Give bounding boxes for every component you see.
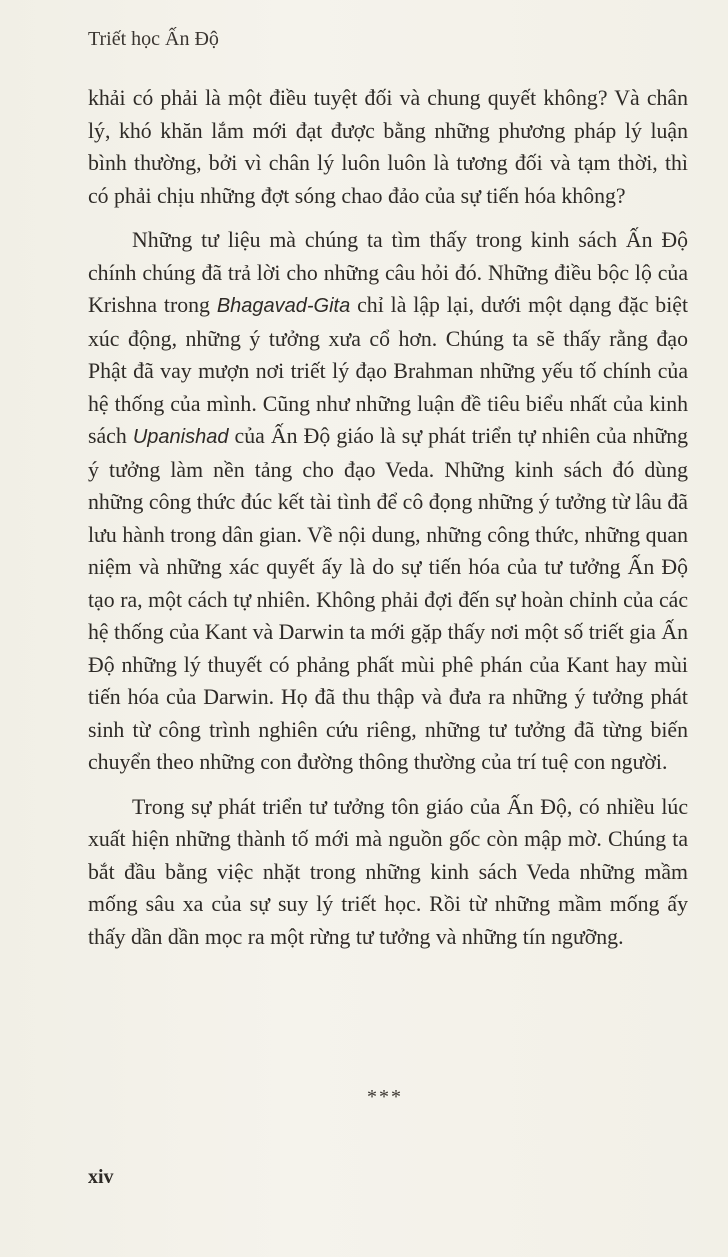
title-bhagavad-gita: Bhagavad-Gita	[216, 295, 351, 317]
paragraph-2-part-3: của Ấn Độ giáo là sự phát triển tự nhiên của những ý tưởng làm nền tảng cho đạo Veda. Những kinh sách đó dùng những công thức đúc kết tài tình để cô đọng những ý tưởng từ lâu đã lưu hành trong dân gian. Về nội dung, những công thức, những quan niệm và những xác quyết ấy là do sự tiến hóa của tư tưởng Ấn Độ tạo ra, một cách tự nhiên. Không phải đợi đến sự hoàn chỉnh của các hệ thống của Kant và Darwin ta mới gặp thấy nơi một số triết gia Ấn Độ những lý thuyết có phảng phất mùi phê phán của Kant hay mùi tiến hóa của Darwin. Họ đã thu thập và đưa ra những ý tưởng phát sinh từ công trình nghiên cứu riêng, những tư tưởng đã từng biến chuyển theo những con đường thông thường của trí tuệ con người.	[88, 424, 688, 774]
body-text	[88, 82, 688, 965]
page-number: xiv	[88, 1166, 114, 1188]
paragraph-1: khải có phải là một điều tuyệt đối và chung quyết không? Và chân lý, khó khăn lắm mới đạt được bằng những phương pháp lý luận bình thường, bởi vì chân lý luôn luôn là tương đối và tạm thời, thì có phải chịu những đợt sóng chao đảo của sự tiến hóa không?	[88, 86, 688, 208]
section-separator: ***	[367, 1086, 403, 1108]
paragraph-2-part-2: chỉ là lập lại, dưới một dạng đặc biệt xúc động, những ý tưởng xưa cổ hơn. Chúng ta sẽ thấy rằng đạo Phật đã vay mượn nơi triết lý đạo Brahman những yếu tố chính của hệ thống của mình. Cũng như những luận đề tiêu biểu nhất của kinh sách	[88, 293, 688, 448]
paragraph-2-part-1: Những tư liệu mà chúng ta tìm thấy trong kinh sách Ấn Độ chính chúng đã trả lời cho những câu hỏi đó. Những điều bộc lộ của Krishna trong	[88, 228, 688, 317]
running-header: Triết học Ấn Độ	[88, 28, 219, 50]
title-upanishad: Upanishad	[132, 426, 229, 448]
paragraph-2	[88, 224, 688, 779]
paragraph-3: Trong sự phát triển tư tưởng tôn giáo của Ấn Độ, có nhiều lúc xuất hiện những thành tố mới mà nguồn gốc còn mập mờ. Chúng ta bắt đầu bằng việc nhặt trong những kinh sách Veda những mầm mống sâu xa của sự suy lý triết học. Rồi từ những mầm mống ấy thấy dần dần mọc ra một rừng tư tưởng và những tín ngưỡng.	[88, 794, 688, 949]
